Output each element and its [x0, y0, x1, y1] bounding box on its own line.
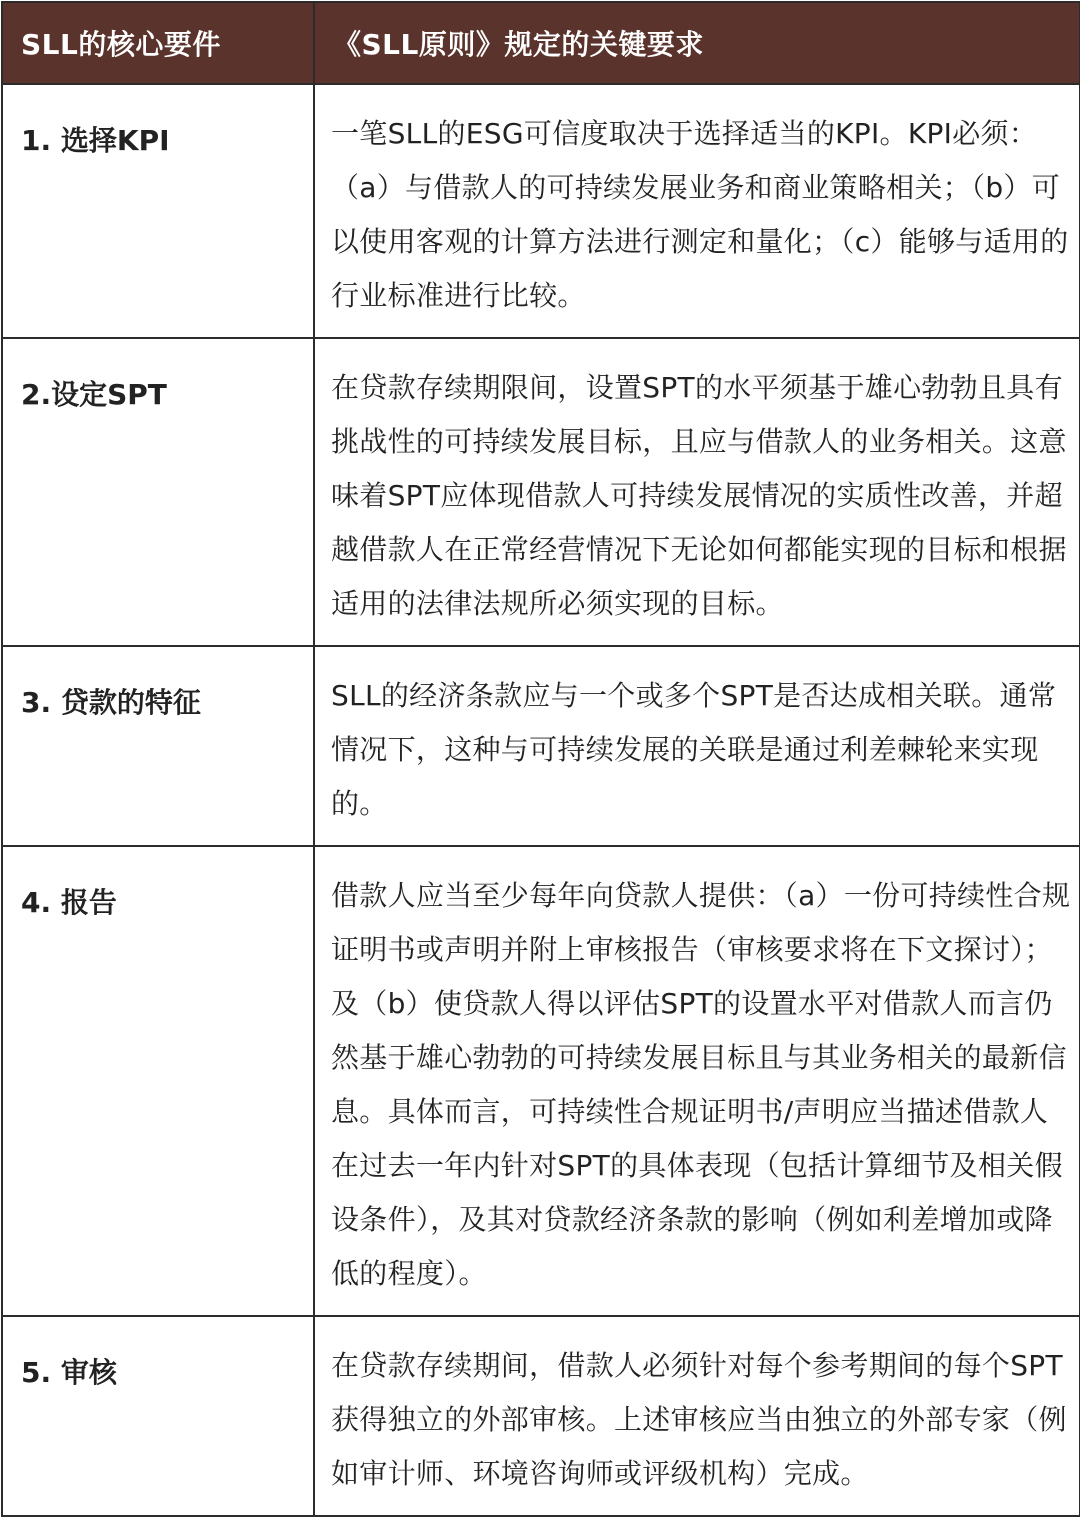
sll-requirements-table: [1, 1, 1080, 1517]
table-row: [2, 84, 1080, 338]
row-description-spt: 在贷款存续期限间，设置SPT的水平须基于雄心勃勃且具有挑战性的可持续发展目标，且应与借款人的业务相关。这意味着SPT应体现借款人可持续发展情况的实质性改善，并超越借款人在正常经营情况下无论如何都能实现的目标和根据适用的法律法规所必须实现的目标。: [314, 338, 1080, 646]
row-requirement-loan-features: 3. 贷款的特征: [2, 646, 314, 846]
table-row: [2, 646, 1080, 846]
row-description-review: 在贷款存续期间，借款人必须针对每个参考期间的每个SPT获得独立的外部审核。上述审核应当由独立的外部专家（例如审计师、环境咨询师或评级机构）完成。: [314, 1316, 1080, 1516]
table-header-row: [2, 2, 1080, 84]
row-description-reporting: 借款人应当至少每年向贷款人提供：（a）一份可持续性合规证明书或声明并附上审核报告（审核要求将在下文探讨）；及（b）使贷款人得以评估SPT的设置水平对借款人而言仍然基于雄心勃勃的可持续发展目标且与其业务相关的最新信息。具体而言，可持续性合规证明书/声明应当描述借款人在过去一年内针对SPT的具体表现（包括计算细节及相关假设条件），及其对贷款经济条款的影响（例如利差增加或降低的程度）。: [314, 846, 1080, 1316]
row-description-kpi: 一笔SLL的ESG可信度取决于选择适当的KPI。KPI必须：（a）与借款人的可持续发展业务和商业策略相关；（b）可以使用客观的计算方法进行测定和量化；（c）能够与适用的行业标准进行比较。: [314, 84, 1080, 338]
table-row: [2, 338, 1080, 646]
row-requirement-spt: 2.设定SPT: [2, 338, 314, 646]
row-requirement-kpi: 1. 选择KPI: [2, 84, 314, 338]
table-row: [2, 1316, 1080, 1516]
table-row: [2, 846, 1080, 1316]
header-core-requirement: SLL的核心要件: [2, 2, 314, 84]
row-requirement-reporting: 4. 报告: [2, 846, 314, 1316]
row-description-loan-features: SLL的经济条款应与一个或多个SPT是否达成相关联。通常情况下，这种与可持续发展的关联是通过利差棘轮来实现的。: [314, 646, 1080, 846]
header-key-requirements: 《SLL原则》规定的关键要求: [314, 2, 1080, 84]
row-requirement-review: 5. 审核: [2, 1316, 314, 1516]
